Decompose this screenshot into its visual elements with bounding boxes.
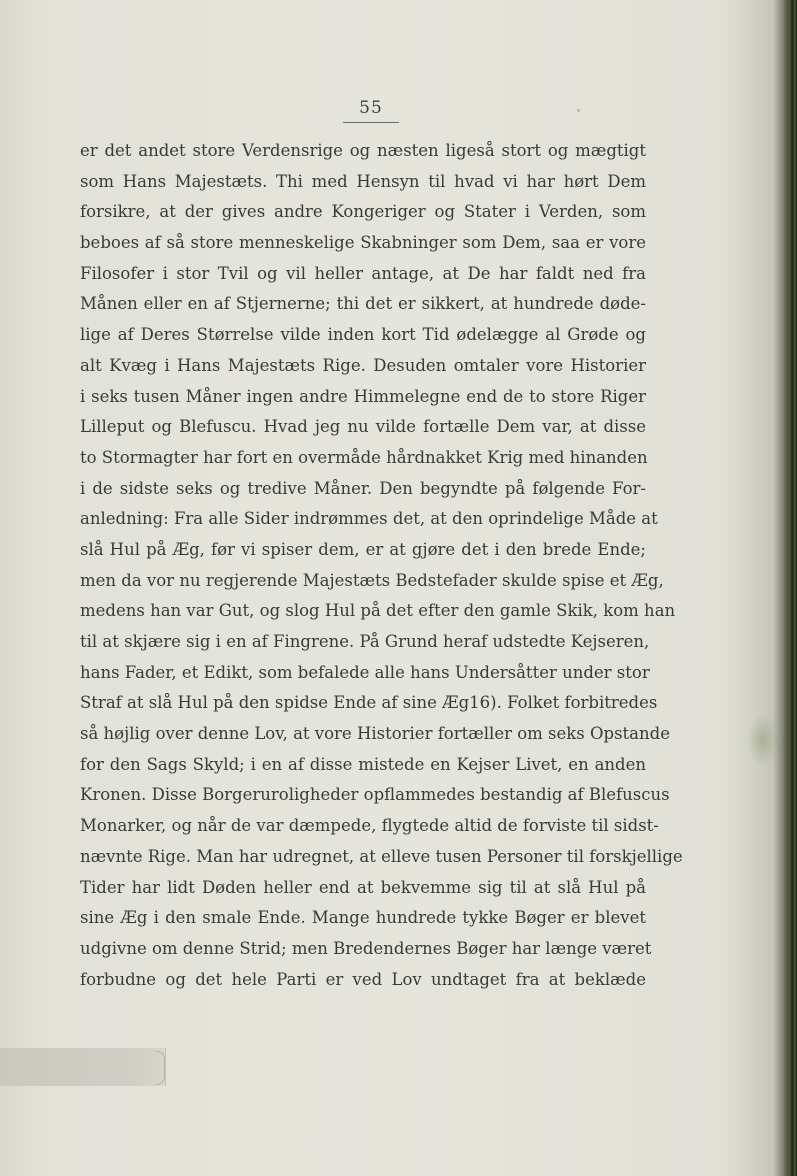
text-line: slå Hul på Æg, før vi spiser dem, er at gjøre det i den brede Ende; (80, 539, 646, 559)
text-line: medens han var Gut, og slog Hul på det efter den gamle Skik, kom han (80, 601, 676, 621)
text-line: udgivne om denne Strid; men Bredendernes Bøger har længe været (80, 938, 652, 958)
paper-tab-patch (0, 1048, 166, 1086)
paper-stain (748, 715, 778, 765)
page-number: 55 (359, 98, 383, 118)
text-line: Månen eller en af Stjernerne; thi det er sikkert, at hundrede døde- (80, 294, 646, 314)
text-line: nævnte Rige. Man har udregnet, at elleve tusen Personer til forskjellige (80, 846, 683, 866)
book-spine-edge (783, 0, 797, 1176)
body-text (80, 136, 683, 995)
page-number-rule (343, 122, 399, 123)
text-line: Lilleput og Blefuscu. Hvad jeg nu vilde fortælle Dem var, at disse (80, 417, 646, 437)
text-line: sine Æg i den smale Ende. Mange hundrede tykke Bøger er blevet (80, 908, 646, 928)
text-line: hans Fader, et Edikt, som befalede alle hans Undersåtter under stor (80, 662, 650, 682)
text-line: alt Kvæg i Hans Majestæts Rige. Desuden omtaler vore Historier (80, 355, 646, 375)
page-edge-shadow (737, 0, 787, 1176)
text-line: beboes af så store menneskelige Skabninger som Dem, saa er vore (80, 233, 646, 253)
print-speck (577, 109, 580, 112)
text-line: Straf at slå Hul på den spidse Ende af sine Æg16). Folket forbitredes (80, 693, 658, 713)
text-line: Kronen. Disse Borgeruroligheder opflammedes bestandig af Blefuscus (80, 785, 670, 805)
text-line: anledning: Fra alle Sider indrømmes det, at den oprindelige Måde at (80, 509, 658, 529)
text-line: Monarker, og når de var dæmpede, flygtede altid de forviste til sidst- (80, 816, 659, 836)
text-line: i seks tusen Måner ingen andre Himmelegne end de to store Riger (80, 386, 646, 406)
text-line: så højlig over denne Lov, at vore Historier fortæller om seks Opstande (80, 724, 670, 744)
text-line: til at skjære sig i en af Fingrene. På Grund heraf udstedte Kejseren, (80, 632, 650, 651)
text-line: Filosofer i stor Tvil og vil heller antage, at De har faldt ned fra (80, 263, 646, 283)
text-line: men da vor nu regjerende Majestæts Bedstefader skulde spise et Æg, (80, 570, 664, 590)
text-line: to Stormagter har fort en overmåde hårdnakket Krig med hinanden (80, 447, 648, 467)
text-line: som Hans Majestæts. Thi med Hensyn til hvad vi har hørt Dem (80, 171, 646, 191)
paper-tab-bracket (156, 1051, 165, 1085)
text-line: Tider har lidt Døden heller end at bekvemme sig til at slå Hul på (80, 877, 646, 897)
text-line: forbudne og det hele Parti er ved Lov undtaget fra at beklæde (80, 969, 646, 989)
text-line: i de sidste seks og tredive Måner. Den begyndte på følgende For- (80, 478, 646, 498)
text-line: lige af Deres Størrelse vilde inden kort Tid ødelægge al Grøde og (80, 325, 646, 345)
text-line: er det andet store Verdensrige og næsten ligeså stort og mægtigt (80, 141, 646, 160)
text-line: forsikre, at der gives andre Kongeriger og Stater i Verden, som (80, 202, 646, 222)
text-line: for den Sags Skyld; i en af disse mistede en Kejser Livet, en anden (80, 754, 646, 774)
